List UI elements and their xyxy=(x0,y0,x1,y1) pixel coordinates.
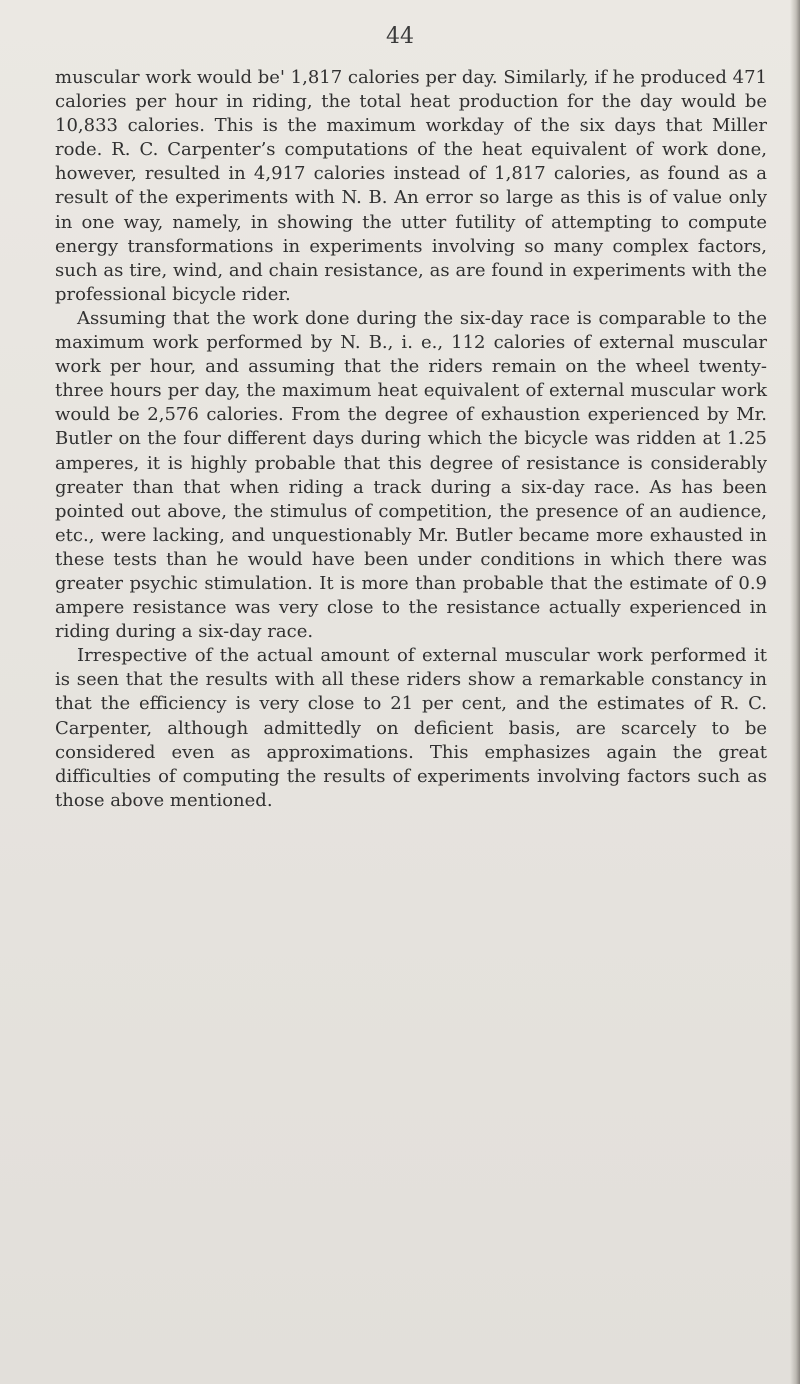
body-text xyxy=(55,66,767,813)
paragraph-1: muscular work would be' 1,817 calories per day. Similarly, if he produced 471 calories per hour in riding, the total heat production for the day would be 10,833 calories. This is the maximum workday of the six days that Miller rode. R. C. Carpenter’s computations of the heat equivalent of work done, however, resulted in 4,917 calories instead of 1,817 calories, as found as a result of the experiments with N. B. An error so large as this is of value only in one way, namely, in showing the utter futility of attempting to compute energy transformations in experiments involving so many complex factors, such as tire, wind, and chain resistance, as are found in experiments with the professional bicycle rider. xyxy=(55,67,767,305)
page-edge-shadow xyxy=(790,0,800,1384)
page-number: 44 xyxy=(386,24,414,49)
paragraph-2: Assuming that the work done during the six-day race is comparable to the maximum work performed by N. B., i. e., 112 calories of external muscular work per hour, and assuming that the riders remain on the wheel twenty-three hours per day, the maximum heat equivalent of external muscular work would be 2,576 calories. From the degree of exhaustion experienced by Mr. Butler on the four different days during which the bicycle was ridden at 1.25 amperes, it is highly probable that this degree of resistance is considerably greater than that when riding a track during a six-day race. As has been pointed out above, the stimulus of competition, the presence of an audience, etc., were lacking, and unquestionably Mr. Butler became more exhausted in these tests than he would have been under conditions in which there was greater psychic stimulation. It is more than probable that the estimate of 0.9 ampere resistance was very close to the resistance actually experienced in riding during a six-day race. xyxy=(55,307,767,643)
paragraph-3: Irrespective of the actual amount of external muscular work performed it is seen that the results with all these riders show a remarkable constancy in that the efficiency is very close to 21 per cent, and the estimates of R. C. Carpenter, although admittedly on deficient basis, are scarcely to be considered even as approximations. This emphasizes again the great difficulties of computing the results of experiments involving factors such as those above mentioned. xyxy=(55,645,767,811)
